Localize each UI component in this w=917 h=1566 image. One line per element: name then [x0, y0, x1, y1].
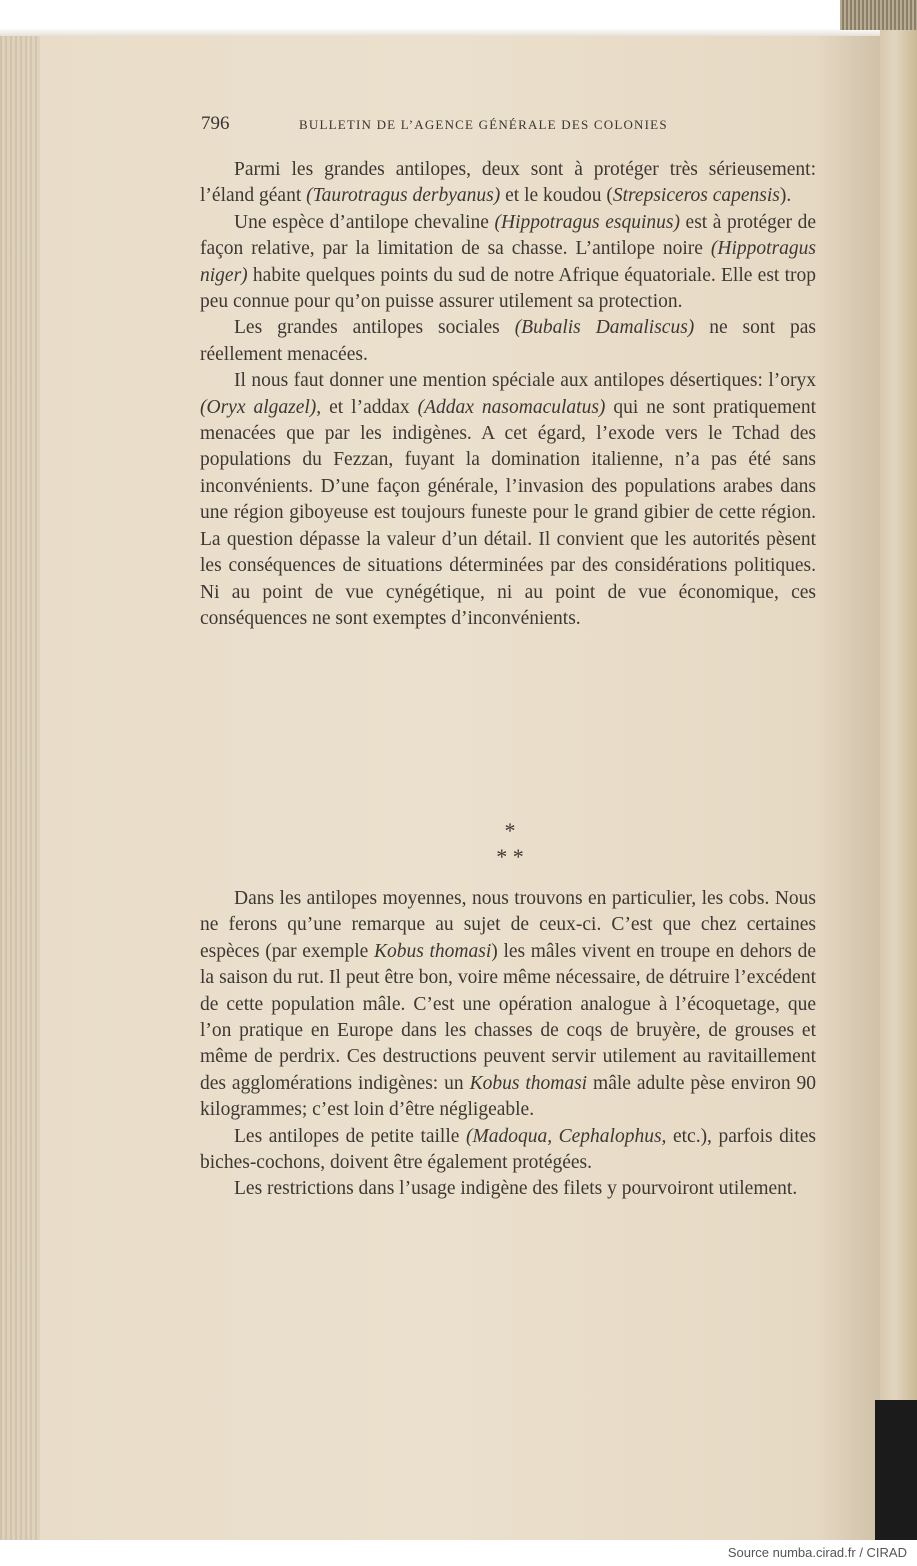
species-name: (Hippotragus niger) — [200, 238, 816, 286]
paragraph-text: habite quelques points du sud de notre Afrique équatoriale. Elle est trop peu connue pour qu’on puisse assurer utilement sa protection. — [200, 264, 816, 313]
paragraph-text: Il nous faut donner une mention spéciale aux antilopes désertiques: l’oryx — [234, 370, 816, 392]
paragraph-text: ). — [779, 185, 792, 207]
paragraph-text: Les antilopes de petite taille — [234, 1125, 466, 1147]
paragraph-text: , et l’addax — [316, 396, 418, 418]
paragraph-text: Dans les antilopes moyennes, nous trouvons en particulier, les cobs. Nous ne ferons qu’une remarque au sujet de ceux-ci. C’est que chez certaines espèces (par exemple — [200, 888, 816, 962]
paragraph-text: Les grandes antilopes sociales — [234, 317, 515, 339]
species-name: Kobus thomasi — [469, 1072, 588, 1094]
page-number: 796 — [201, 113, 230, 134]
species-name: (Addax nasomaculatus) — [417, 396, 606, 418]
facing-page-edge — [880, 30, 917, 1450]
species-name: (Madoqua, Cephalophus, — [465, 1125, 667, 1147]
paragraph-text: ne sont pas réellement menacées. — [200, 317, 816, 365]
paragraph-text: et le koudou ( — [500, 185, 613, 207]
text-section-large-antelopes — [200, 157, 816, 632]
paragraph-text: mâle adulte pèse environ 90 kilogrammes; c’est loin d’être négligeable. — [200, 1072, 816, 1121]
paragraph — [200, 210, 816, 316]
species-name: Strepsiceros capensis — [612, 185, 780, 207]
species-name: (Bubalis Damaliscus) — [514, 317, 695, 339]
facing-page-shadow — [875, 1400, 917, 1540]
paragraph — [200, 1124, 816, 1177]
paragraph — [200, 157, 816, 210]
asterism-top: * — [504, 818, 516, 843]
paragraph — [200, 315, 816, 368]
species-name: (Hippotragus esquinus) — [494, 211, 680, 233]
paragraph-text: ) les mâles vivent en troupe en dehors de la saison du rut. Il peut être bon, voire même nécessaire, de détruire l’excédent de cette population mâle. C’est une opération analogue à l’écoquetage, que l’on pratique en Europe dans les chasses de coqs de bruyère, de grouses et même de perdrix. Ces destructions peuvent servir utilement au ravitaillement des agglomérations indigènes: un — [200, 940, 817, 1094]
source-credit: Source numba.cirad.fr / CIRAD — [727, 1545, 907, 1560]
text-section-medium-antelopes — [200, 886, 816, 1203]
paragraph-text: etc.), parfois dites biches-cochons, doivent être également protégées. — [200, 1125, 816, 1174]
species-name: (Oryx algazel) — [200, 396, 317, 418]
species-name: Kobus thomasi — [374, 940, 492, 962]
paragraph — [200, 886, 816, 1124]
section-separator-asterism — [440, 818, 580, 870]
paragraph-text: est à protéger de façon relative, par la limitation de sa chasse. L’antilope noire — [200, 211, 816, 260]
running-title: BULLETIN DE L’AGENCE GÉNÉRALE DES COLONIES — [299, 117, 668, 132]
paragraph-text: Parmi les grandes antilopes, deux sont à protéger très sérieusement: l’éland géant — [200, 159, 816, 207]
book-top-edge — [840, 0, 917, 30]
paragraph-text: Une espèce d’antilope chevaline — [234, 211, 495, 233]
paragraph — [200, 368, 816, 632]
asterism-bottom: * * — [496, 844, 524, 869]
species-name: (Taurotragus derbyanus) — [306, 185, 501, 207]
paragraph-text: qui ne sont pratiquement menacées que par les indigènes. A cet égard, l’exode vers le Tchad des populations du Fezzan, fuyant la domination italienne, n’a pas été sans inconvénients. D’une façon générale, l’invasion des populations arabes dans une région giboyeuse est toujours funeste pour le grand gibier de cette région. La question dépasse la valeur d’un détail. Il convient que les autorités pèsent les conséquences de situations déterminées par des considérations politiques. Ni au point de vue cynégétique, ni au point de vue économique, ces conséquences ne sont exemptes d’inconvénients. — [200, 396, 816, 629]
paragraph — [200, 1176, 816, 1202]
page-stack-edges — [0, 36, 40, 1540]
paragraph-text: Les restrictions dans l’usage indigène des filets y pourvoiront utilement. — [234, 1178, 798, 1200]
